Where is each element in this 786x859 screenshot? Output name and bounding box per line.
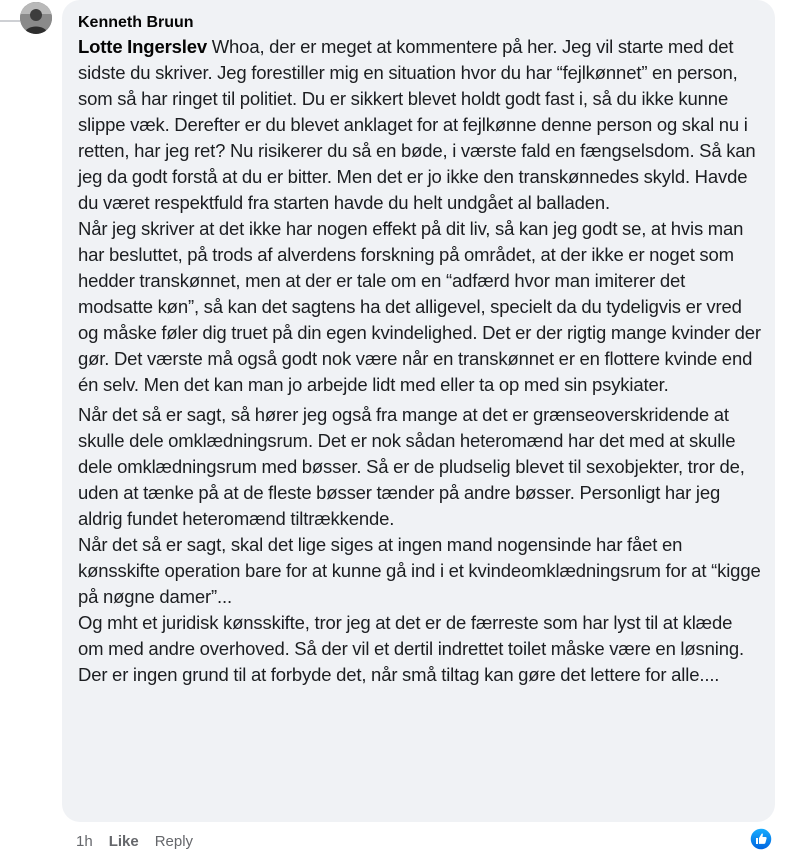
comment-paragraph: Og mht et juridisk kønsskifte, tror jeg at det er de færreste som har lyst til at klæde om med andre overhoved. Så der vil et dertil indrettet toilet måske være en løsning. Der er ingen grund til at forbyde det, når små tiltag kan gøre det lettere for alle.... [78, 612, 744, 685]
like-button[interactable]: Like [108, 833, 139, 850]
mention-link[interactable]: Lotte Ingerslev [78, 36, 208, 57]
comment-paragraph: Når det så er sagt, så hører jeg også fra mange at det er grænseoverskridende at skulle dele omklædningsrum. Det er nok sådan heteromænd har det med at skulle dele omklædningsrum med bøsser. Så er de pludselig blevet til sexobjekter, tror de, uden at tænke på at de fleste bøsser tænder på andre bøsser. Personligt har jeg aldrig fundet heteromænd tiltrækkende. [78, 404, 745, 529]
comment-body [78, 34, 761, 688]
reply-button[interactable]: Reply [154, 833, 194, 850]
comment-bubble [62, 0, 775, 822]
thread-connector-line [0, 20, 20, 22]
comment-author[interactable]: Kenneth Bruun [78, 14, 194, 31]
avatar-image [20, 2, 52, 34]
comment-paragraph: Lotte Ingerslev Whoa, der er meget at kommentere på her. Jeg vil starte med det sidste du skriver. Jeg forestiller mig en situation hvor du har “fejlkønnet” en person, som så har ringet til politiet. Du er sikkert blevet holdt godt fast i, så du ikke kunne slippe væk. Derefter er du blevet anklaget for at fejlkønne denne person og skal nu i retten, har jeg ret? Nu risikerer du så en bøde, i værste fald en fængselsdom. Så kan jeg da godt forstå at du er bitter. Men det er jo ikke den transkønnedes skyld. Havde du været respektfuld fra starten havde du helt undgået al balladen. [78, 36, 756, 213]
comment-paragraph: Når det så er sagt, skal det lige siges at ingen mand nogensinde har fået en kønsskifte operation bare for at kunne gå ind i et kvindeomklædningsrum for at “kigge på nøgne damer”... [78, 534, 761, 607]
comment-paragraph: Når jeg skriver at det ikke har nogen effekt på dit liv, så kan jeg godt se, at hvis man har besluttet, på trods af alverdens forskning på området, at der ikke er noget som hedder transkønnet, men at der er tale om en “adfærd hvor man imiterer det modsatte køn”, så kan det sagtens ha det alligevel, specielt da du tydeligvis er vred og måske føler dig truet på din egen kvindelighed. Det er der rigtig mange kvinder der gør. Det værste må også godt nok være når en transkønnet er en flottere kvinde end én selv. Men det kan man jo arbejde lidt med eller ta op med sin psykiater. [78, 218, 761, 395]
avatar[interactable] [20, 2, 52, 34]
comment-actions [76, 832, 193, 852]
thumbs-up-icon[interactable] [749, 827, 773, 851]
comment-timestamp[interactable]: 1h [76, 833, 93, 850]
